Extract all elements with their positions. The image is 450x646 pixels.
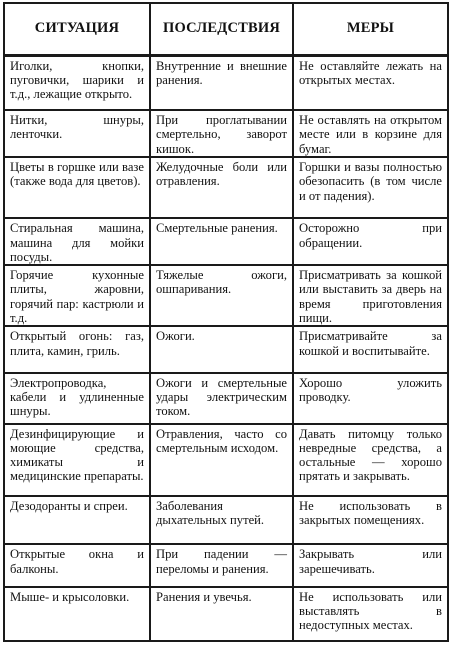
cell-situation: Стиральная машина, машина для мойки посуды. bbox=[4, 218, 150, 265]
cell-measure: Давать питомцу только невредные средства, а остальные — хорошо прятать и закрывать. bbox=[293, 424, 448, 496]
cell-measure: Не оставляйте лежать на открытых местах. bbox=[293, 55, 448, 110]
header-situation: СИТУАЦИЯ bbox=[4, 3, 150, 55]
cell-measure: Закрывать или зарешечивать. bbox=[293, 544, 448, 586]
table-row bbox=[4, 55, 448, 110]
cell-consequence: Ожоги. bbox=[150, 326, 293, 372]
cell-measure: Осторожно при обращении. bbox=[293, 218, 448, 265]
header-measures: МЕРЫ bbox=[293, 3, 448, 55]
cell-measure: Присматривайте за кошкой и воспитывайте. bbox=[293, 326, 448, 372]
table-row bbox=[4, 424, 448, 496]
table-row bbox=[4, 265, 448, 326]
cell-measure: Не использовать или выставлять в недоступных местах. bbox=[293, 587, 448, 641]
table-row bbox=[4, 326, 448, 372]
cell-consequence: Ожоги и смертельные удары электрическим током. bbox=[150, 373, 293, 424]
cell-consequence: При проглатывании смертельно, заворот кишок. bbox=[150, 110, 293, 157]
cell-situation: Открытые окна и балконы. bbox=[4, 544, 150, 586]
cell-situation: Дезинфицирующие и моющие средства, химикаты и медицинские препараты. bbox=[4, 424, 150, 496]
cell-situation: Цветы в горшке или вазе (также вода для цветов). bbox=[4, 157, 150, 218]
cell-situation: Мыше- и крысоловки. bbox=[4, 587, 150, 641]
cell-situation: Дезодоранты и спреи. bbox=[4, 496, 150, 544]
table-row bbox=[4, 587, 448, 641]
cell-consequence: Отравления, часто со смертельным исходом. bbox=[150, 424, 293, 496]
cell-consequence: При падении — переломы и ранения. bbox=[150, 544, 293, 586]
cell-measure: Хорошо уложить проводку. bbox=[293, 373, 448, 424]
table-row bbox=[4, 218, 448, 265]
cell-situation: Электропроводка, кабели и удлиненные шнуры. bbox=[4, 373, 150, 424]
safety-measures-table bbox=[3, 2, 449, 642]
cell-measure: Не использовать в закрытых помещениях. bbox=[293, 496, 448, 544]
cell-consequence: Заболевания дыхательных путей. bbox=[150, 496, 293, 544]
cell-situation: Горячие кухонные плиты, жаровни, горячий пар: кастрюли и т.д. bbox=[4, 265, 150, 326]
cell-situation: Нитки, шнуры, ленточки. bbox=[4, 110, 150, 157]
cell-situation: Иголки, кнопки, пуговички, шарики и т.д., лежащие открыто. bbox=[4, 55, 150, 110]
table-row bbox=[4, 373, 448, 424]
cell-consequence: Желудочные боли или отравления. bbox=[150, 157, 293, 218]
cell-situation: Открытый огонь: газ, плита, камин, гриль. bbox=[4, 326, 150, 372]
table-row bbox=[4, 544, 448, 586]
table-row bbox=[4, 157, 448, 218]
cell-measure: Присматривать за кошкой или выставить за дверь на время приготовления пищи. bbox=[293, 265, 448, 326]
table-row bbox=[4, 110, 448, 157]
cell-consequence: Тяжелые ожоги, ошпаривания. bbox=[150, 265, 293, 326]
cell-consequence: Ранения и увечья. bbox=[150, 587, 293, 641]
table-header-row bbox=[4, 3, 448, 55]
safety-table-page bbox=[3, 2, 447, 642]
cell-measure: Горшки и вазы полностью обезопасить (в том числе и от падения). bbox=[293, 157, 448, 218]
header-consequences: ПОСЛЕДСТВИЯ bbox=[150, 3, 293, 55]
cell-consequence: Внутренние и внешние ранения. bbox=[150, 55, 293, 110]
cell-consequence: Смертельные ранения. bbox=[150, 218, 293, 265]
cell-measure: Не оставлять на открытом месте или в корзине для бумаг. bbox=[293, 110, 448, 157]
table-row bbox=[4, 496, 448, 544]
